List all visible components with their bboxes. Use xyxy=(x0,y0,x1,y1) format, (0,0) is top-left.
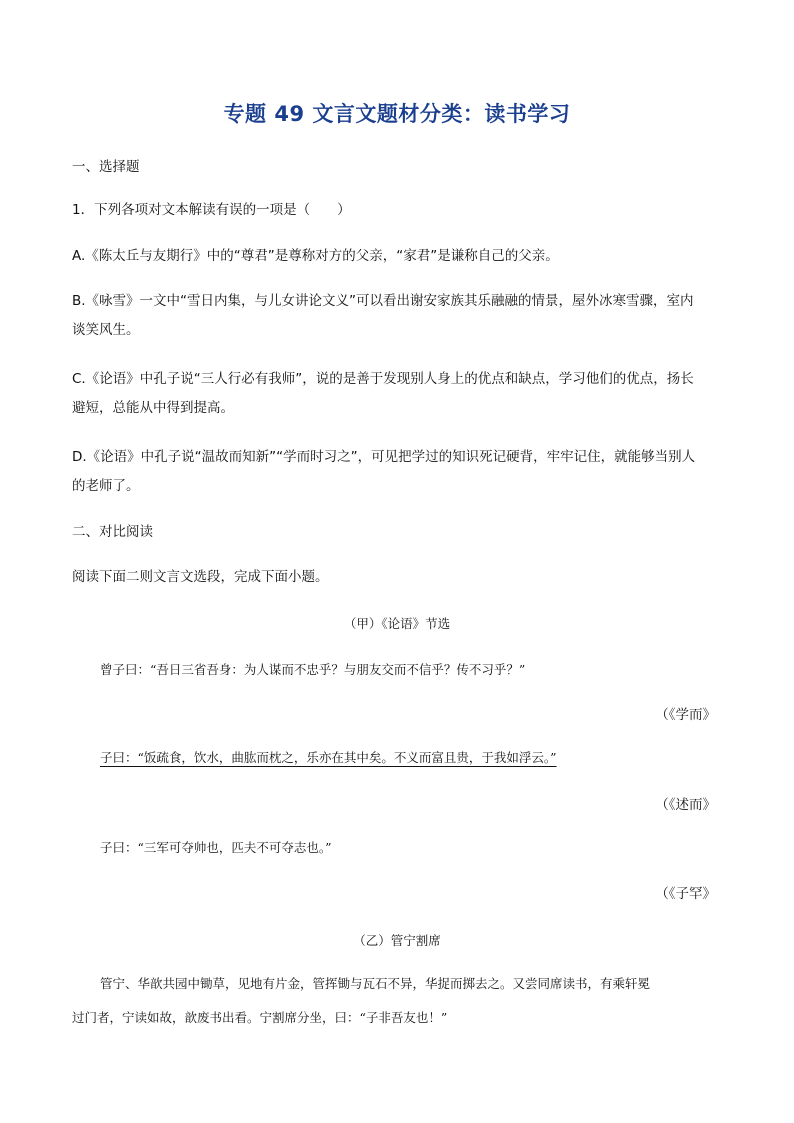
question-text: 1．下列各项对文本解读有误的一项是（ ） xyxy=(72,202,351,218)
quote-2-underlined: 子曰：“饭疏食，饮水，曲肱而枕之，乐亦在其中矣。不义而富且贵，于我如浮云。” xyxy=(100,750,557,765)
source-1: （《学而》 xyxy=(655,707,716,723)
passage-yi-title: （乙）管宁割席 xyxy=(353,933,441,948)
option-b-line-1: B.《咏雪》一文中“雪日内集，与儿女讲论文义”可以看出谢安家族其乐融融的情景，屋外冰寒雪骤，室内 xyxy=(72,293,694,309)
reading-instruction: 阅读下面二则文言文选段，完成下面小题。 xyxy=(72,569,329,585)
option-c-line-1: C.《论语》中孔子说“三人行必有我师”，说的是善于发现别人身上的优点和缺点，学习他们的优点，扬长 xyxy=(72,371,694,387)
passage-yi-line-1: 管宁、华歆共园中锄草，见地有片金，管挥锄与瓦石不异，华捉而掷去之。又尝同席读书，有乘轩冕 xyxy=(100,976,651,991)
option-c-line-2: 避短，总能从中得到提高。 xyxy=(72,400,234,416)
option-b-line-2: 谈笑风生。 xyxy=(72,322,140,338)
option-d-line-2: 的老师了。 xyxy=(72,478,140,494)
section-heading-reading: 二、对比阅读 xyxy=(72,524,153,540)
section-heading-choice: 一、选择题 xyxy=(72,159,140,175)
option-d-line-1: D.《论语》中孔子说“温故而知新”“学而时习之”，可见把学过的知识死记硬背，牢牢记住，就能够当别人 xyxy=(72,449,696,465)
source-3: （《子罕》 xyxy=(655,886,716,902)
source-2: （《述而》 xyxy=(655,797,716,813)
quote-1: 曾子曰：“吾日三省吾身：为人谋而不忠乎？与朋友交而不信乎？传不习乎？” xyxy=(100,662,526,677)
passage-jia-title: （甲）《论语》节选 xyxy=(343,616,451,631)
passage-yi-line-2: 过门者，宁读如故，歆废书出看。宁割席分坐，曰：“子非吾友也！” xyxy=(72,1010,448,1025)
option-a: A.《陈太丘与友期行》中的“尊君”是尊称对方的父亲，“家君”是谦称自己的父亲。 xyxy=(72,248,559,264)
quote-3: 子曰：“三军可夺帅也，匹夫不可夺志也。” xyxy=(100,840,332,855)
page-title: 专题 49 文言文题材分类：读书学习 xyxy=(223,102,571,126)
